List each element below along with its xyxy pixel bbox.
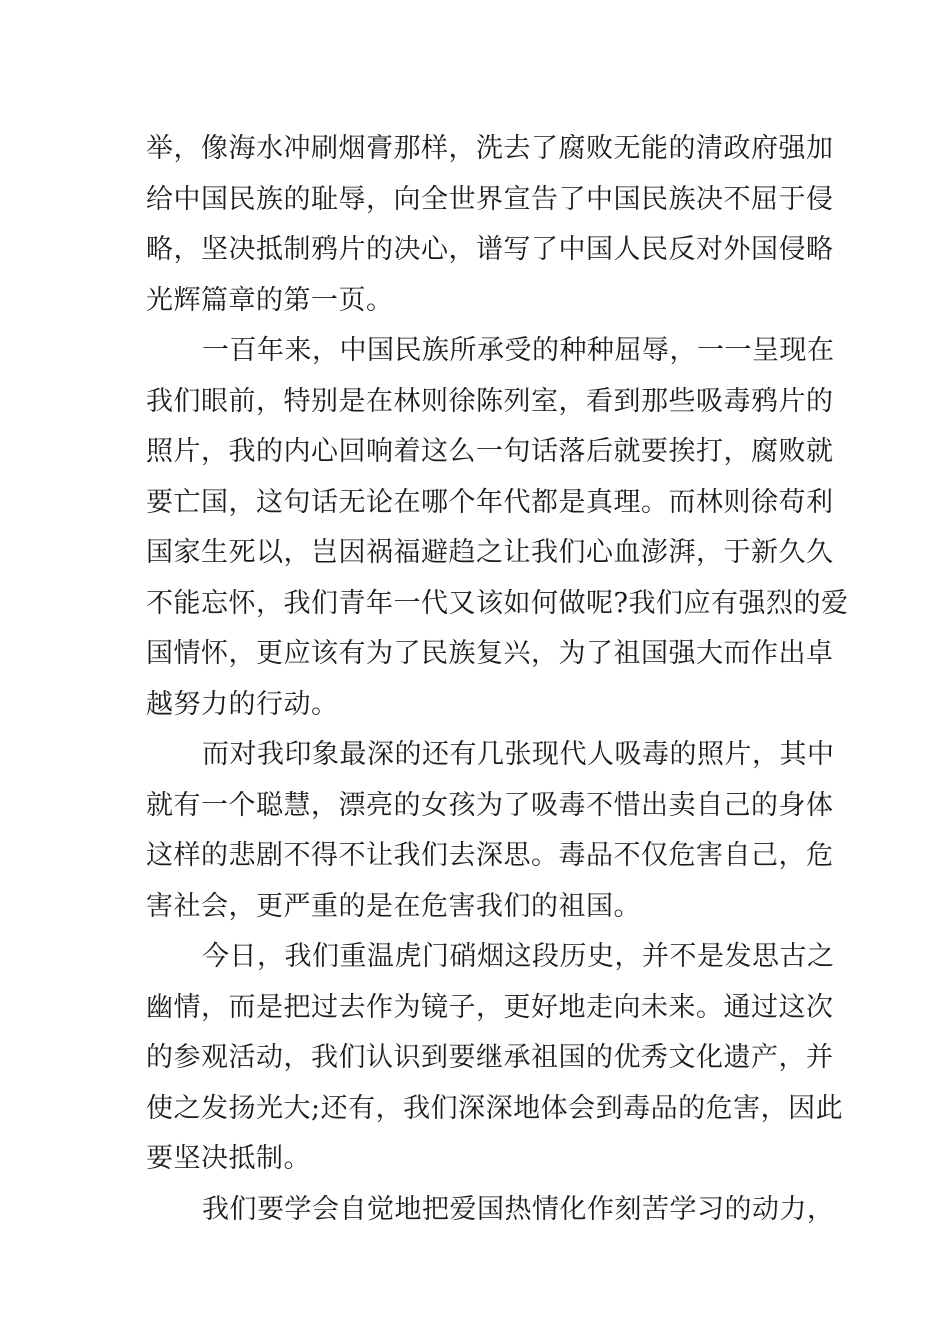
text-line: 给中国民族的耻辱，向全世界宣告了中国民族决不屈于侵	[146, 183, 834, 215]
text-line: 国家生死以，岂因祸福避趋之让我们心血澎湃，于新久久	[146, 537, 834, 568]
text-line: 使之发扬光大;还有，我们深深地体会到毒品的危害，因此	[146, 1092, 844, 1124]
text-line: 而对我印象最深的还有几张现代人吸毒的照片，其中	[202, 739, 835, 770]
paragraph	[146, 326, 849, 730]
text-line: 光辉篇章的第一页。	[146, 284, 394, 316]
text-line: 不能忘怀，我们青年一代又该如何做呢?我们应有强烈的爱	[146, 587, 849, 619]
text-line: 我们要学会自觉地把爱国热情化作刻苦学习的动力，	[202, 1193, 835, 1225]
paragraph	[146, 932, 844, 1185]
text-line: 幽情，而是把过去作为镜子，更好地走向未来。通过这次	[146, 991, 834, 1023]
text-line: 今日，我们重温虎门硝烟这段历史，并不是发思古之	[202, 941, 835, 972]
text-line: 照片，我的内心回响着这么一句话落后就要挨打，腐败就	[146, 436, 834, 467]
text-line: 越努力的行动。	[146, 688, 339, 720]
paragraph	[146, 124, 834, 326]
text-line: 国情怀，更应该有为了民族复兴，为了祖国强大而作出卓	[146, 638, 834, 669]
text-line: 举，像海水冲刷烟膏那样，洗去了腐败无能的清政府强加	[146, 133, 834, 164]
text-line: 就有一个聪慧，漂亮的女孩为了吸毒不惜出卖自己的身体	[146, 789, 834, 821]
text-line: 我们眼前，特别是在林则徐陈列室，看到那些吸毒鸦片的	[146, 385, 834, 417]
text-line: 一百年来，中国民族所承受的种种屈辱，一一呈现在	[202, 335, 835, 366]
text-line: 略，坚决抵制鸦片的决心，谱写了中国人民反对外国侵略	[146, 234, 834, 265]
text-line: 要亡国，这句话无论在哪个年代都是真理。而林则徐苟利	[146, 486, 834, 518]
text-line: 要坚决抵制。	[146, 1143, 311, 1174]
text-line: 这样的悲剧不得不让我们去深思。毒品不仅危害自己，危	[146, 840, 834, 871]
text-line: 的参观活动，我们认识到要继承祖国的优秀文化遗产，并	[146, 1042, 834, 1073]
paragraph	[146, 730, 835, 932]
paragraph	[146, 1185, 835, 1236]
document-body	[146, 124, 849, 1235]
text-line: 害社会，更严重的是在危害我们的祖国。	[146, 890, 641, 922]
